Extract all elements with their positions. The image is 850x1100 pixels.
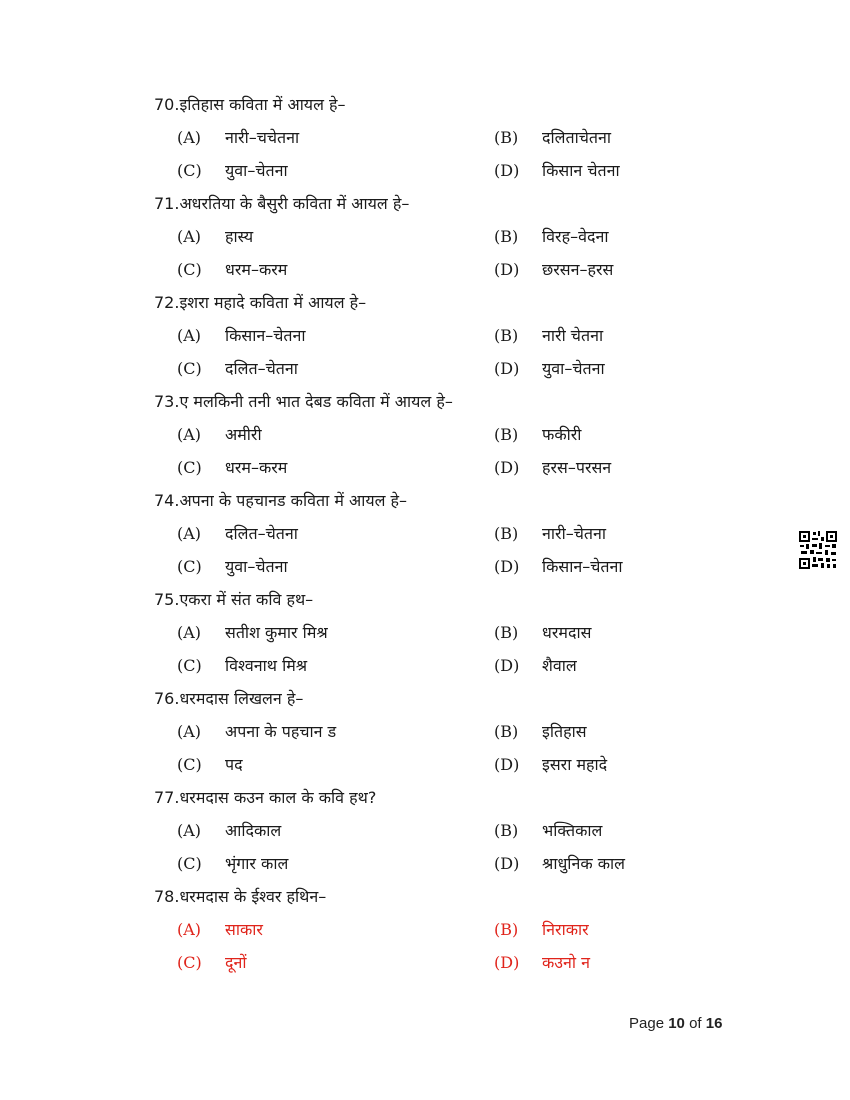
option-item xyxy=(494,521,606,547)
option-text: धरमदास xyxy=(542,623,592,642)
option-letter: (C) xyxy=(177,854,202,873)
question-number: 76. xyxy=(154,689,180,708)
option-text: भृंगार काल xyxy=(225,854,289,873)
option-item xyxy=(177,818,281,844)
option-letter: (B) xyxy=(494,821,519,840)
option-item xyxy=(494,455,611,481)
option-letter: (D) xyxy=(494,953,520,972)
question-label: धरमदास के ईश्वर हथिन– xyxy=(179,887,327,906)
options-row xyxy=(154,719,714,752)
option-item xyxy=(494,851,625,877)
options-row xyxy=(154,257,714,290)
option-item xyxy=(494,125,611,151)
option-letter: (A) xyxy=(177,524,202,543)
option-item xyxy=(177,455,287,481)
option-letter: (D) xyxy=(494,854,520,873)
question-text xyxy=(154,191,714,224)
option-text: इसरा महादे xyxy=(542,755,608,774)
question-73 xyxy=(154,389,714,488)
option-item xyxy=(177,356,298,382)
option-text: युवा–चेतना xyxy=(225,161,288,180)
option-text: साकार xyxy=(225,920,263,939)
question-78 xyxy=(154,884,714,983)
option-item xyxy=(177,719,336,745)
option-text: नारी चेतना xyxy=(542,326,604,345)
options-row xyxy=(154,224,714,257)
option-letter: (D) xyxy=(494,458,520,477)
option-text: युवा–चेतना xyxy=(225,557,288,576)
option-letter: (C) xyxy=(177,656,202,675)
option-item xyxy=(494,356,605,382)
options-row xyxy=(154,422,714,455)
options-row xyxy=(154,158,714,191)
question-list xyxy=(154,92,714,983)
option-item xyxy=(177,224,253,250)
option-item xyxy=(494,917,589,943)
question-number: 77. xyxy=(154,788,180,807)
page-word: Page xyxy=(629,1015,665,1032)
option-text: श्राधुनिक काल xyxy=(542,854,625,873)
option-item xyxy=(494,158,620,184)
question-text xyxy=(154,884,714,917)
qr-code-icon xyxy=(798,530,838,570)
option-letter: (B) xyxy=(494,326,519,345)
question-text xyxy=(154,488,714,521)
option-item xyxy=(177,653,307,679)
option-letter: (B) xyxy=(494,920,519,939)
question-label: अधरतिया के बैसुरी कविता में आयल हे– xyxy=(179,194,410,213)
option-text: अपना के पहचान ड xyxy=(225,722,337,741)
option-text: फकीरी xyxy=(542,425,582,444)
question-text xyxy=(154,587,714,620)
option-item xyxy=(177,323,306,349)
option-text: पद xyxy=(225,755,243,774)
option-text: आदिकाल xyxy=(225,821,282,840)
question-text xyxy=(154,686,714,719)
option-text: नारी–चेतना xyxy=(542,524,607,543)
option-text: निराकार xyxy=(542,920,589,939)
option-letter: (C) xyxy=(177,260,202,279)
question-text xyxy=(154,92,714,125)
option-item xyxy=(177,257,287,283)
option-text: दूनों xyxy=(225,953,247,972)
options-row xyxy=(154,521,714,554)
option-letter: (A) xyxy=(177,128,202,147)
option-item xyxy=(177,554,288,580)
option-text: इतिहास xyxy=(542,722,587,741)
question-number: 75. xyxy=(154,590,180,609)
option-text: नारी–चचेतना xyxy=(225,128,300,147)
options-row xyxy=(154,752,714,785)
question-text xyxy=(154,785,714,818)
option-item xyxy=(177,752,243,778)
option-letter: (D) xyxy=(494,260,520,279)
option-item xyxy=(494,653,577,679)
option-item xyxy=(494,818,602,844)
options-row xyxy=(154,356,714,389)
option-item xyxy=(177,851,288,877)
option-letter: (C) xyxy=(177,359,202,378)
question-label: एकरा में संत कवि हथ– xyxy=(179,590,314,609)
option-letter: (D) xyxy=(494,161,520,180)
options-row xyxy=(154,917,714,950)
option-item xyxy=(494,224,609,250)
option-letter: (B) xyxy=(494,623,519,642)
option-text: छरसन–हरस xyxy=(542,260,614,279)
option-text: किसान–चेतना xyxy=(542,557,623,576)
option-text: दलित–चेतना xyxy=(225,524,298,543)
option-item xyxy=(494,620,591,646)
option-text: किसान चेतना xyxy=(542,161,620,180)
question-number: 71. xyxy=(154,194,180,213)
options-row xyxy=(154,653,714,686)
option-letter: (A) xyxy=(177,920,202,939)
question-number: 70. xyxy=(154,95,180,114)
option-letter: (A) xyxy=(177,623,202,642)
option-text: विश्वनाथ मिश्र xyxy=(225,656,308,675)
option-item xyxy=(494,752,607,778)
options-row xyxy=(154,950,714,983)
option-text: किसान–चेतना xyxy=(225,326,306,345)
question-label: अपना के पहचानड कविता में आयल हे– xyxy=(179,491,408,510)
options-row xyxy=(154,554,714,587)
option-text: दलित–चेतना xyxy=(225,359,298,378)
option-letter: (A) xyxy=(177,326,202,345)
option-letter: (D) xyxy=(494,359,520,378)
option-text: धरम–करम xyxy=(225,458,288,477)
option-letter: (A) xyxy=(177,227,202,246)
option-letter: (A) xyxy=(177,722,202,741)
question-75 xyxy=(154,587,714,686)
option-text: दलिताचेतना xyxy=(542,128,612,147)
question-71 xyxy=(154,191,714,290)
option-letter: (B) xyxy=(494,524,519,543)
question-70 xyxy=(154,92,714,191)
option-item xyxy=(494,422,581,448)
question-label: धरमदास लिखलन हे– xyxy=(179,689,304,708)
options-row xyxy=(154,125,714,158)
option-text: हरस–परसन xyxy=(542,458,612,477)
question-text xyxy=(154,290,714,323)
option-text: भक्तिकाल xyxy=(542,821,603,840)
option-letter: (D) xyxy=(494,755,520,774)
option-item xyxy=(177,620,328,646)
option-item xyxy=(177,158,288,184)
options-row xyxy=(154,851,714,884)
option-text: युवा–चेतना xyxy=(542,359,605,378)
option-letter: (B) xyxy=(494,227,519,246)
option-letter: (A) xyxy=(177,821,202,840)
question-label: इशरा महादे कविता में आयल हे– xyxy=(179,293,367,312)
options-row xyxy=(154,323,714,356)
option-item xyxy=(177,917,263,943)
question-label: इतिहास कविता में आयल हे– xyxy=(179,95,346,114)
option-item xyxy=(494,323,603,349)
question-label: ए मलकिनी तनी भात देबड कविता में आयल हे– xyxy=(179,392,453,411)
question-number: 72. xyxy=(154,293,180,312)
question-number: 74. xyxy=(154,491,180,510)
option-letter: (C) xyxy=(177,161,202,180)
option-letter: (D) xyxy=(494,557,520,576)
option-item xyxy=(494,719,587,745)
options-row xyxy=(154,455,714,488)
question-72 xyxy=(154,290,714,389)
of-word: of xyxy=(689,1015,702,1032)
option-letter: (C) xyxy=(177,557,202,576)
option-letter: (A) xyxy=(177,425,202,444)
option-item xyxy=(177,521,298,547)
question-74 xyxy=(154,488,714,587)
option-text: विरह–वेदना xyxy=(542,227,609,246)
option-letter: (B) xyxy=(494,128,519,147)
total-pages: 16 xyxy=(705,1015,723,1032)
question-label: धरमदास कउन काल के कवि हथ? xyxy=(179,788,377,807)
option-text: हास्य xyxy=(225,227,254,246)
question-number: 73. xyxy=(154,392,180,411)
option-letter: (B) xyxy=(494,722,519,741)
option-text: धरम–करम xyxy=(225,260,288,279)
option-item xyxy=(177,950,247,976)
question-number: 78. xyxy=(154,887,180,906)
option-item xyxy=(494,257,613,283)
option-item xyxy=(177,422,262,448)
option-letter: (C) xyxy=(177,755,202,774)
question-text xyxy=(154,389,714,422)
option-text: कउनो न xyxy=(542,953,591,972)
question-76 xyxy=(154,686,714,785)
question-77 xyxy=(154,785,714,884)
option-text: सतीश कुमार मिश्र xyxy=(225,623,328,642)
option-text: शैवाल xyxy=(542,656,577,675)
page-footer xyxy=(629,1015,722,1032)
option-letter: (D) xyxy=(494,656,520,675)
option-item xyxy=(494,554,623,580)
option-item xyxy=(177,125,299,151)
option-item xyxy=(494,950,590,976)
options-row xyxy=(154,620,714,653)
option-letter: (B) xyxy=(494,425,519,444)
option-text: अमीरी xyxy=(225,425,262,444)
current-page: 10 xyxy=(668,1015,685,1032)
options-row xyxy=(154,818,714,851)
option-letter: (C) xyxy=(177,953,202,972)
option-letter: (C) xyxy=(177,458,202,477)
